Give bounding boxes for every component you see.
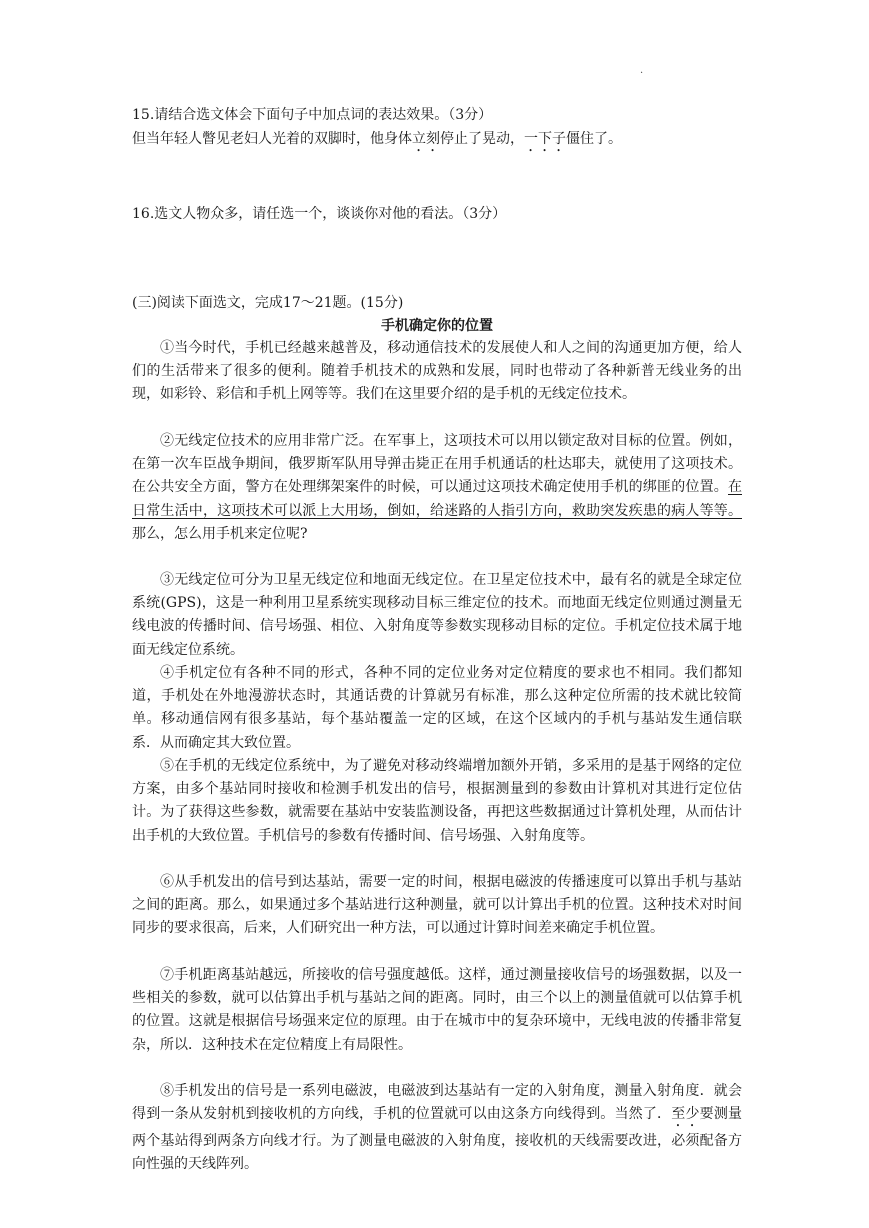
paragraph-8-text-a: ⑧手机发出的信号是一系列电磁波，电磁波到达基站有一定的入射角度，测量入射角度．就会得到一条从发射机到接收机的方向线，手机的位置就可以由这条方向线得到。当然了． (132, 1083, 742, 1123)
paragraph-8-text-b: 要测量两个基站得到两条方向线才行。为了测量电磁波的入射角度，接收机的天线需要改进，必须配备方向性强的天线阵列。 (132, 1106, 743, 1173)
paragraph-1: ①当今时代，手机已经越来越普及，移动通信技术的发展使人和人之间的沟通更加方便，给人们的生活带来了很多的便利。随着手机技术的成熟和发展，同时也带动了各种新普无线业务的出现，如彩铃、彩信和手机上网等等。我们在这里要介绍的是手机的无线定位技术。 (132, 340, 742, 403)
sentence-part-c: 僵住了。 (566, 131, 622, 147)
paragraph-2-underlined: 在日常生活中，这项技术可以派上大用场，倒如，给迷路的人指引方向，救助突发疾患的病人等等。 (132, 479, 742, 519)
dotted-word-2: 一下子 (524, 131, 566, 147)
section-3-intro: (三)阅读下面选文，完成17～21题。(15分) (132, 295, 404, 311)
paragraph-2-text-a: ②无线定位技术的应用非常广泛。在军事上，这项技术可以用以锁定敌对目标的位置。例如，在第一次车臣战争期间，俄罗斯军队用导弹击毙正在用手机通话的杜达耶夫，就使用了这项技术。在公共安全方面，警方在处理绑架案件的时候，可以通过这项技术确定使用手机的绑匪的位置。 (132, 433, 742, 496)
dotted-word-3: 至少 (671, 1106, 700, 1123)
article-title: 手机确定你的位置 (381, 318, 493, 334)
paragraph-6: ⑥从手机发出的信号到达基站，需要一定的时间，根据电磁波的传播速度可以算出手机与基站之间的距离。那么，如果通过多个基站进行这种测量，就可以计算出手机的位置。这种技术对时间同步的要求很高，后来，人们研究出一种方法，可以通过计算时间差来确定手机位置。 (132, 874, 742, 937)
paragraph-7: ⑦手机距离基站越远，所接收的信号强度越低。这样，通过测量接收信号的场强数据，以及一些相关的参数，就可以估算出手机与基站之间的距离。同时，由三个以上的测量值就可以估算手机的位置。这就是根据信号场强来定位的原理。由于在城市中的复杂环境中，无线电波的传播非常复杂，所以．这种技术在定位精度上有局限性。 (132, 967, 742, 1053)
paragraph-5: ⑤在手机的无线定位系统中，为了避免对移动终端增加额外开销，多采用的是基于网络的定位方案，由多个基站同时接收和检测手机发出的信号，根据测量到的参数由计算机对其进行定位估计。为了获得这些参数，就需要在基站中安装监测设备，再把这些数据通过计算机处理，从而估计出手机的大致位置。手机信号的参数有传播时间、信号场强、入射角度等。 (132, 758, 742, 844)
paragraph-4: ④手机定位有各种不同的形式，各种不同的定位业务对定位精度的要求也不相同。我们都知道，手机处在外地漫游状态时，其通话费的计算就另有标准，那么这种定位所需的技术就比较简单。移动通信网有很多基站，每个基站覆盖一定的区域，在这个区域内的手机与基站发生通信联系．从而确定其大致位置。 (132, 665, 742, 751)
dotted-word-1: 立刻 (412, 131, 440, 147)
header-mark: · (640, 68, 644, 79)
paragraph-2 (132, 430, 742, 546)
question-15-prompt: 15.请结合选文体会下面句子中加点词的表达效果。（3分） (132, 107, 493, 123)
paragraph-8 (132, 1080, 742, 1177)
question-15-sentence (132, 130, 742, 155)
sentence-part-b: 停止了晃动， (440, 131, 524, 147)
sentence-part-a: 但当年轻人瞥见老妇人光着的双脚时，他身体 (132, 131, 412, 147)
paragraph-2-text-b: 那么，怎么用手机来定位呢? (132, 525, 308, 542)
paragraph-3: ③无线定位可分为卫星无线定位和地面无线定位。在卫星定位技术中，最有名的就是全球定位系统(GPS)，这是一种利用卫星系统实现移动目标三维定位的技术。而地面无线定位则通过测量无线电波的传播时间、信号场强、相位、入射角度等参数实现移动目标的定位。手机定位技术属于地面无线定位系统。 (132, 572, 742, 658)
question-16-prompt: 16.选文人物众多，请任选一个，谈谈你对他的看法。（3分） (132, 206, 507, 222)
